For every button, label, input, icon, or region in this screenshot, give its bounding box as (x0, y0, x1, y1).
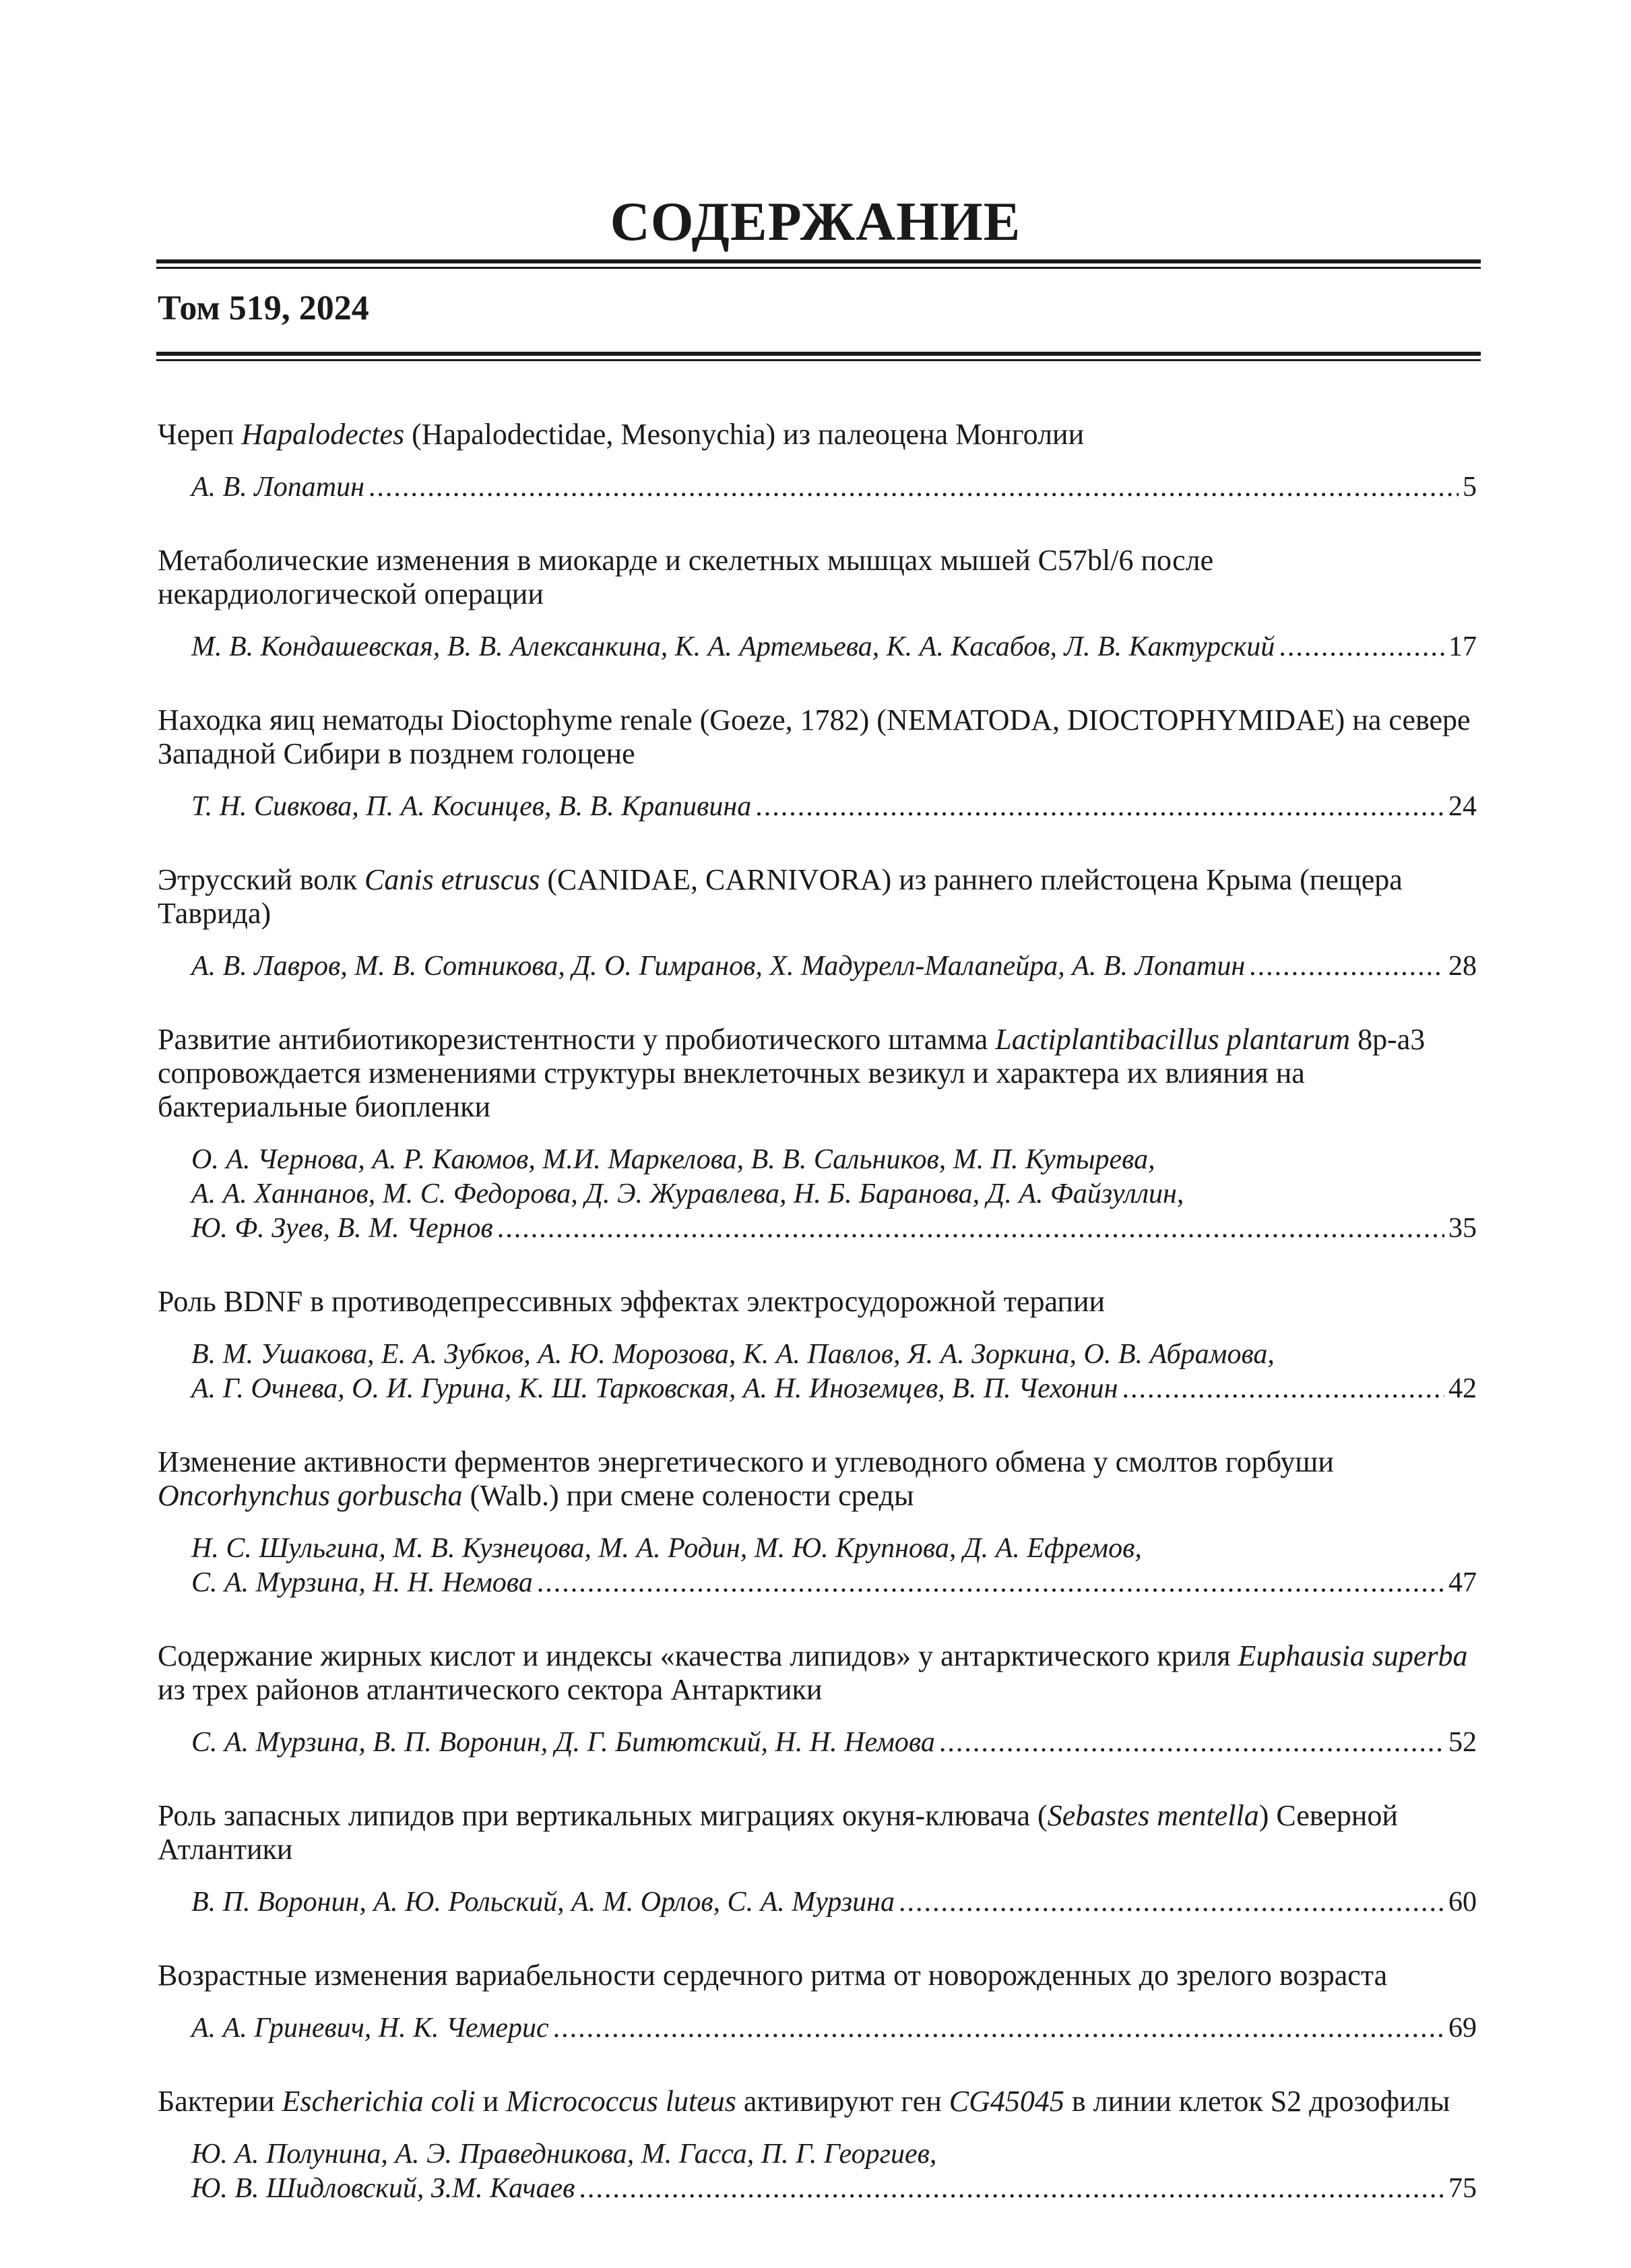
dot-leader (497, 1211, 1444, 1246)
toc-entry (158, 1639, 1477, 1760)
toc-entry (158, 544, 1477, 664)
title-rule-bottom (156, 267, 1481, 269)
article-authors (158, 630, 1477, 664)
article-title-text: из трех районов атлантического сектора Антарктики (158, 1673, 823, 1706)
article-authors (158, 1337, 1477, 1406)
article-title-text: (Hapalodectidae, Mesonychia) из палеоцена Монголии (404, 418, 1085, 451)
volume-rule-top (156, 352, 1481, 356)
article-title-text: в линии клеток S2 дрозофилы (1064, 2085, 1450, 2118)
author-line: Ю. В. Шидловский, З.М. Качаев (191, 2173, 575, 2204)
page-title: СОДЕРЖАНИЕ (610, 191, 1021, 252)
article-title-text: и (475, 2085, 507, 2118)
article-title-text: 8р-а3 сопровождается изменениями структуры внеклеточных везикул и характера их влияния на бактериальные биопленки (158, 1023, 1426, 1123)
article-authors (158, 470, 1477, 505)
page-number: 75 (1448, 2173, 1477, 2204)
author-line-with-page (191, 790, 1477, 824)
toc-entry (158, 1285, 1477, 1406)
dot-leader (939, 1726, 1444, 1760)
page-number: 5 (1463, 472, 1477, 503)
toc-entry (158, 1445, 1477, 1600)
article-title-italic: Hapalodectes (241, 418, 405, 451)
article-title (158, 863, 1477, 931)
author-line-with-page (191, 1885, 1477, 1920)
article-title-text: Развитие антибиотикорезистентности у пробиотического штамма (158, 1023, 996, 1056)
article-title-text: Метаболические изменения в миокарде и скелетных мышцах мышей C57bl/6 после некардиологической операции (158, 544, 1214, 610)
article-title (158, 418, 1477, 451)
article-title-text: (CANIDAE, CARNIVORA) из раннего плейстоцена Крыма (пещера Таврида) (158, 863, 1403, 930)
article-title-text: Находка яиц нематоды Dioctophyme renale (Goeze, 1782) (NEMATODA, DIOCTOPHYMIDAE) на севере Западной Сибири в позднем голоцене (158, 703, 1471, 770)
article-authors (158, 1726, 1477, 1760)
article-title (158, 2085, 1477, 2118)
article-title-italic: Sebastes mentella (1047, 1799, 1259, 1832)
article-title (158, 703, 1477, 771)
author-line: Ю. Ф. Зуев, В. М. Чернов (191, 1213, 493, 1244)
page-number: 69 (1448, 2013, 1477, 2044)
page-number: 24 (1448, 791, 1477, 822)
author-line: А. Г. Очнева, О. И. Гурина, К. Ш. Тарковская, А. Н. Иноземцев, В. П. Чехонин (191, 1373, 1118, 1404)
article-authors (158, 790, 1477, 824)
author-line-with-page (191, 949, 1477, 984)
article-authors (158, 2011, 1477, 2046)
dot-leader (755, 790, 1444, 824)
author-line-with-page (191, 1372, 1477, 1406)
dot-leader (899, 1885, 1444, 1920)
article-title-italic: Micrococcus luteus (506, 2085, 736, 2118)
author-line: А. В. Лавров, М. В. Сотникова, Д. О. Гимранов, Х. Мадурелл-Малапейра, А. В. Лопатин (191, 951, 1246, 982)
volume-rule-bottom (156, 359, 1481, 361)
article-authors (158, 1885, 1477, 1920)
article-title-text: Возрастные изменения вариабельности сердечного ритма от новорожденных до зрелого возраста (158, 1959, 1388, 1992)
article-title-text: Роль запасных липидов при вертикальных миграциях окуня-клювача ( (158, 1799, 1048, 1832)
author-line-with-page (191, 1566, 1477, 1600)
author-line: А. В. Лопатин (191, 472, 364, 503)
article-authors (158, 1532, 1477, 1600)
author-line: О. А. Чернова, А. Р. Каюмов, М.И. Маркелова, В. В. Сальников, М. П. Кутырева, (191, 1144, 1155, 1175)
volume-label: Том 519, 2024 (158, 289, 369, 327)
article-authors (158, 1143, 1477, 1246)
toc-entry (158, 863, 1477, 984)
article-title-text: Бактерии (158, 2085, 282, 2118)
page-number: 42 (1448, 1373, 1477, 1404)
article-title (158, 1799, 1477, 1866)
author-line: Н. С. Шульгина, М. В. Кузнецова, М. А. Родин, М. Ю. Крупнова, Д. А. Ефремов, (191, 1533, 1142, 1564)
article-title-italic: Lactiplantibacillus plantarum (995, 1023, 1351, 1056)
article-title-italic: Oncorhynchus gorbuscha (158, 1479, 463, 1512)
page-number: 47 (1448, 1567, 1477, 1598)
author-line: М. В. Кондашевская, В. В. Алексанкина, К. А. Артемьева, К. А. Касабов, Л. В. Кактурский (191, 631, 1275, 662)
page-number: 52 (1448, 1727, 1477, 1758)
author-line-with-page (191, 1211, 1477, 1246)
article-title-text: (Walb.) при смене солености среды (462, 1479, 914, 1512)
article-title-italic: Euphausia superba (1238, 1639, 1468, 1672)
author-line: С. А. Мурзина, Н. Н. Немова (191, 1567, 533, 1598)
dot-leader (579, 2172, 1444, 2206)
article-title-text: Череп (158, 418, 242, 451)
author-line-with-page (191, 2011, 1477, 2046)
author-line-with-page (191, 630, 1477, 664)
article-title (158, 1959, 1477, 1992)
toc-entry (158, 1799, 1477, 1920)
dot-leader (1279, 630, 1444, 664)
toc-entry (158, 2085, 1477, 2206)
article-title (158, 1023, 1477, 1124)
article-title-italic: CG45045 (949, 2085, 1064, 2118)
toc-entry (158, 1959, 1477, 2046)
dot-leader (553, 2011, 1444, 2046)
page-number: 28 (1448, 951, 1477, 982)
article-title-italic: Escherichia coli (282, 2085, 476, 2118)
article-title-text: Содержание жирных кислот и индексы «качества липидов» у антарктического криля (158, 1639, 1238, 1672)
page-number: 60 (1448, 1887, 1477, 1918)
author-line: А. А. Гриневич, Н. К. Чемерис (191, 2013, 549, 2044)
article-title-italic: Canis etruscus (364, 863, 540, 896)
page-number: 17 (1448, 631, 1477, 662)
article-title-text: активируют ген (736, 2085, 949, 2118)
article-authors (158, 949, 1477, 984)
author-line: В. П. Воронин, А. Ю. Рольский, А. М. Орлов, С. А. Мурзина (191, 1887, 895, 1918)
author-line: Ю. А. Полунина, А. Э. Праведникова, М. Гасса, П. Г. Георгиев, (191, 2139, 937, 2170)
toc-entry (158, 703, 1477, 824)
toc-entry (158, 418, 1477, 505)
title-rule-top (156, 259, 1481, 263)
article-title-text: Этрусский волк (158, 863, 364, 896)
article-title-text: Роль BDNF в противодепрессивных эффектах электросудорожной терапии (158, 1285, 1106, 1318)
article-title-text: Изменение активности ферментов энергетического и углеводного обмена у смолтов горбуши (158, 1445, 1334, 1478)
page-number: 35 (1448, 1213, 1477, 1244)
dot-leader (1249, 949, 1444, 984)
author-line: С. А. Мурзина, В. П. Воронин, Д. Г. Битютский, Н. Н. Немова (191, 1727, 935, 1758)
dot-leader (1122, 1372, 1444, 1406)
article-title (158, 1639, 1477, 1707)
article-title (158, 544, 1477, 611)
article-title-text: ) Северной Атлантики (158, 1799, 1398, 1866)
author-line-with-page (191, 470, 1477, 505)
dot-leader (537, 1566, 1444, 1600)
article-authors (158, 2137, 1477, 2206)
table-of-contents (158, 418, 1477, 2245)
article-title (158, 1445, 1477, 1513)
author-line: Т. Н. Сивкова, П. А. Косинцев, В. В. Крапивина (191, 791, 752, 822)
author-line: В. М. Ушакова, Е. А. Зубков, А. Ю. Морозова, К. А. Павлов, Я. А. Зоркина, О. В. Абрамова, (191, 1339, 1275, 1370)
toc-entry (158, 1023, 1477, 1246)
dot-leader (369, 470, 1459, 505)
author-line-with-page (191, 1726, 1477, 1760)
author-line-with-page (191, 2172, 1477, 2206)
author-line: А. А. Ханнанов, М. С. Федорова, Д. Э. Журавлева, Н. Б. Баранова, Д. А. Файзуллин, (191, 1178, 1184, 1209)
article-title (158, 1285, 1477, 1319)
